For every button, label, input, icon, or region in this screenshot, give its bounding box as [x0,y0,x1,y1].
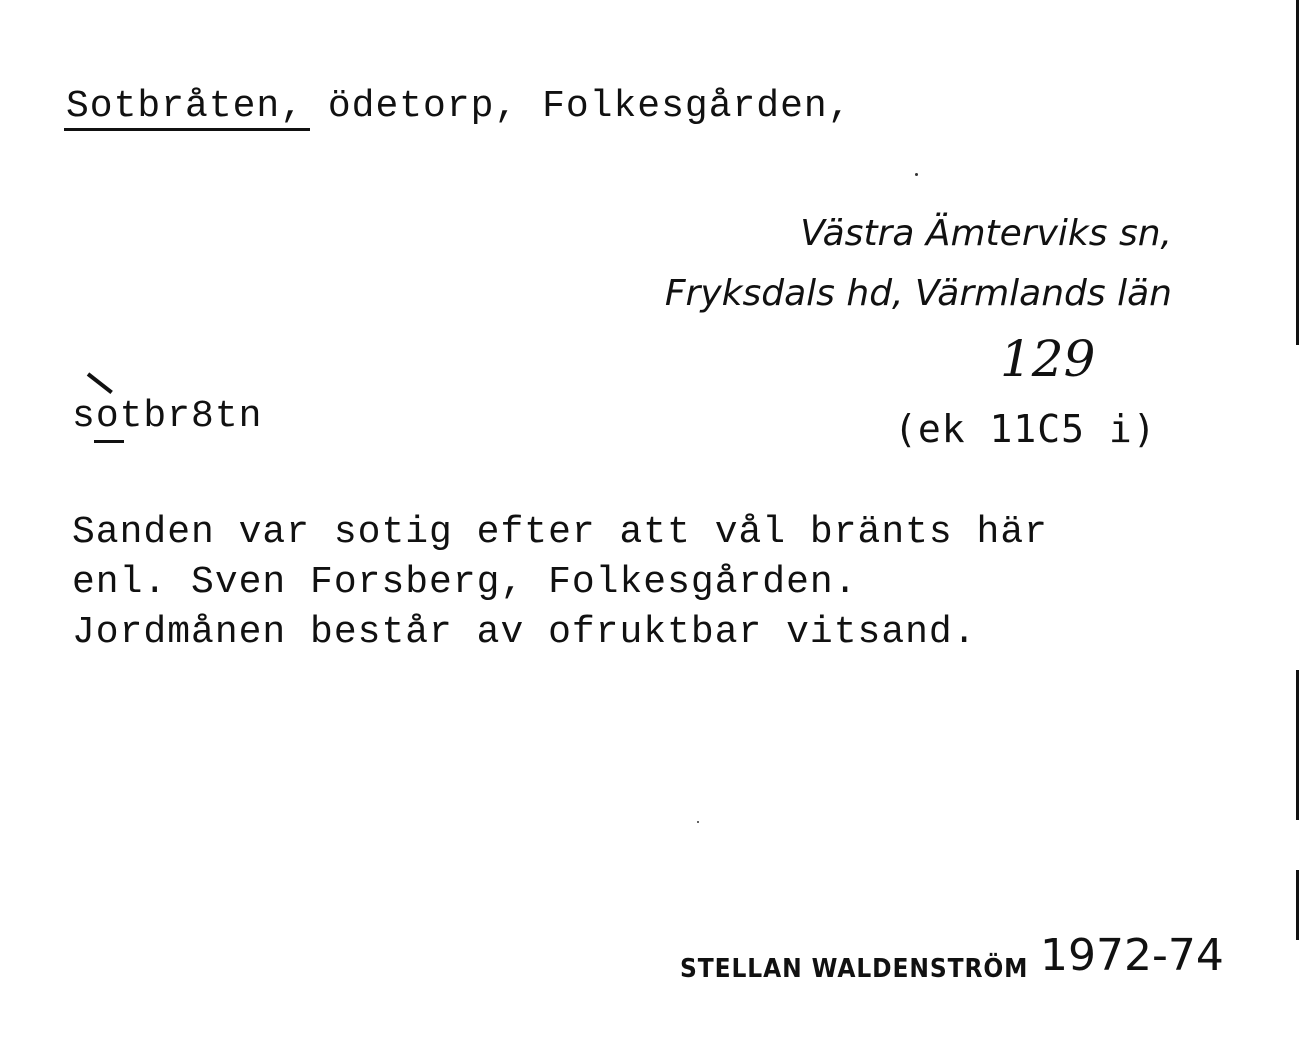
collector-name: STELLAN WALDENSTRÖM [680,954,1029,984]
parish-line: Västra Ämterviks sn, [800,213,1172,254]
pronunciation [72,395,263,438]
pronunciation-prefix: s [72,395,96,438]
headline-rest: , ödetorp, Folkesgården, [280,85,852,128]
pronunciation-stressed: o [95,395,120,438]
stress-accent [87,372,113,394]
collection-years: 1972-74 [1040,930,1224,981]
card-right-edge [1296,0,1299,345]
card-number: 129 [1000,330,1096,388]
headline [66,85,852,128]
stress-underline [94,440,124,443]
body-line-2: enl. Sven Forsberg, Folkesgården. [72,561,858,604]
body-line-1: Sanden var sotig efter att vål bränts här [72,511,1048,554]
speck [915,173,918,176]
district-line: Fryksdals hd, Värmlands län [664,273,1172,314]
map-reference: (ek 11C5 i) [894,407,1157,451]
card-right-edge-bottom [1296,870,1299,940]
pronunciation-rest: tbr8tn [119,395,263,438]
body-line-3: Jordmånen består av ofruktbar vitsand. [72,611,977,654]
speck [697,821,699,823]
card-right-edge-lower [1296,670,1299,820]
place-name-underline [64,128,310,131]
place-name: Sotbråten [66,85,281,128]
